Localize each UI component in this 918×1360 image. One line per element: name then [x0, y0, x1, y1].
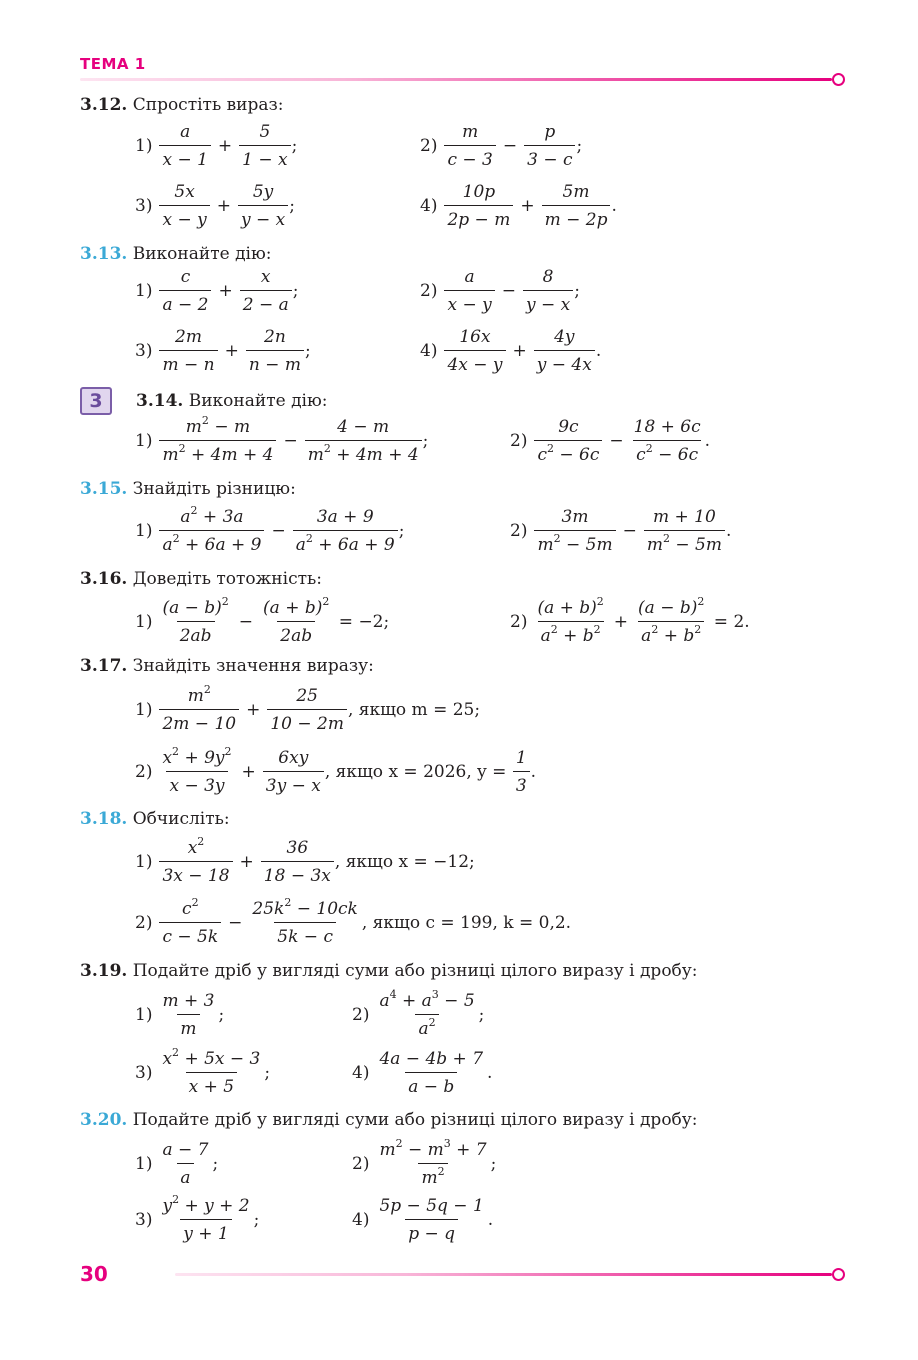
item-text: ;	[291, 136, 298, 156]
fraction-numerator: 5x	[174, 182, 195, 202]
item-label: 2)	[135, 913, 153, 933]
fraction-denominator: y − 4x	[534, 350, 595, 376]
exercise-instruction: Спростіть вираз:	[127, 95, 284, 115]
fraction	[240, 266, 292, 316]
item-label: 1)	[135, 431, 153, 451]
exercise-item	[135, 326, 311, 376]
item-text: ;	[212, 1154, 219, 1174]
item-text: ;	[264, 1063, 271, 1083]
fraction-numerator: m + 10	[652, 507, 716, 527]
fraction-numerator: 4y	[554, 327, 575, 347]
footer-rule	[175, 1273, 832, 1276]
exercise-item	[135, 597, 389, 647]
fraction-denominator: $m^2 + 4m + 4$	[159, 440, 276, 466]
fraction-numerator: 1	[515, 748, 527, 768]
operator: −	[238, 612, 254, 632]
item-label: 1)	[135, 612, 153, 632]
fraction-denominator: $a^2 + b^2$	[638, 621, 704, 647]
item-label: 3)	[135, 1063, 153, 1083]
item-text: .	[725, 521, 732, 541]
exercise-title	[80, 243, 272, 265]
item-text: , якщо x = 2026, y =	[324, 762, 512, 782]
fraction-numerator: 9c	[558, 417, 579, 437]
fraction	[159, 1048, 263, 1098]
exercise-number: 3.18.	[80, 809, 128, 829]
item-text: .	[704, 431, 711, 451]
fraction-numerator: 10p	[462, 182, 496, 202]
item-label: 2)	[510, 431, 528, 451]
operator: +	[218, 281, 233, 301]
exercise-item	[135, 506, 404, 556]
fraction-numerator: 3a + 9	[316, 507, 374, 527]
fraction-denominator: a − b	[405, 1072, 457, 1098]
operator: +	[224, 341, 239, 361]
fraction	[523, 266, 573, 316]
fraction-denominator: $a^2 + 6a + 9$	[293, 530, 398, 556]
fraction-denominator: 2m − 10	[159, 709, 239, 735]
fraction-numerator: $x^2 + 9y^2$	[162, 745, 232, 768]
item-text: .	[487, 1063, 493, 1083]
exercise-number: 3.17.	[80, 656, 128, 676]
exercise-item	[352, 1048, 492, 1098]
fraction	[542, 181, 611, 231]
fraction	[376, 990, 477, 1040]
exercise-title	[136, 390, 328, 412]
fraction	[305, 416, 422, 466]
fraction-numerator: m	[462, 122, 479, 142]
item-text: , якщо x = −12;	[334, 852, 475, 872]
fraction-numerator: 4a − 4b + 7	[379, 1049, 484, 1069]
item-text: ;	[304, 341, 311, 361]
item-text: ;	[218, 1005, 225, 1025]
exercise-number: 3.20.	[80, 1110, 128, 1130]
exercise-instruction: Виконайте дію:	[127, 244, 272, 264]
operator: +	[246, 700, 261, 720]
operator: +	[613, 612, 629, 632]
header-rule-end-circle	[832, 73, 845, 86]
exercise-item	[135, 990, 224, 1040]
footer-rule-end-circle	[832, 1268, 845, 1281]
exercise-item	[135, 121, 297, 171]
fraction	[376, 1139, 489, 1189]
page-number: 30	[80, 1262, 108, 1286]
fraction	[444, 121, 495, 171]
exercise-item	[420, 266, 580, 316]
fraction-numerator: 16x	[459, 327, 491, 347]
item-label: 1)	[135, 852, 153, 872]
item-label: 1)	[135, 1154, 153, 1174]
fraction-denominator: 3y − x	[263, 771, 324, 797]
fraction	[513, 747, 530, 797]
item-text: .	[530, 762, 537, 782]
item-label: 2)	[352, 1154, 370, 1174]
item-text: = 2.	[708, 612, 750, 632]
fraction-numerator: $x^2$	[187, 835, 205, 858]
fraction	[159, 685, 239, 735]
fraction-numerator: $(a + b)^2$	[263, 595, 330, 618]
exercise-instruction: Знайдіть значення виразу:	[127, 656, 374, 676]
fraction-numerator: $y^2 + y + 2$	[162, 1193, 250, 1216]
fraction	[159, 990, 217, 1040]
fraction-denominator: 3x − 18	[159, 861, 232, 887]
fraction	[159, 416, 276, 466]
fraction-denominator: 2ab	[177, 621, 215, 647]
exercise-item	[352, 1195, 493, 1245]
fraction-denominator: c − 3	[444, 145, 495, 171]
item-label: 1)	[135, 136, 153, 156]
fraction-numerator: m + 3	[162, 991, 215, 1011]
fraction-numerator: $m^2$	[187, 683, 211, 706]
fraction-numerator: a − 7	[162, 1140, 209, 1160]
item-text: ;	[422, 431, 429, 451]
fraction-numerator: 5m	[562, 182, 590, 202]
exercise-item	[510, 506, 731, 556]
item-text: ;	[289, 196, 295, 216]
fraction	[263, 747, 324, 797]
fraction-denominator: a − 2	[159, 290, 211, 316]
fraction	[260, 597, 332, 647]
item-label: 3)	[135, 196, 153, 216]
item-text: ;	[292, 281, 299, 301]
fraction-denominator: $c^2 - 6c$	[534, 440, 602, 466]
exercise-item	[510, 597, 750, 647]
fraction	[159, 837, 232, 887]
difficulty-level-badge: 3	[80, 387, 112, 415]
exercise-item	[135, 416, 428, 466]
fraction-denominator: m − 2p	[542, 205, 611, 231]
operator: +	[217, 136, 233, 156]
fraction	[293, 506, 398, 556]
fraction	[635, 597, 707, 647]
operator: −	[228, 913, 243, 933]
exercise-item	[352, 1139, 496, 1189]
fraction-numerator: a	[180, 122, 191, 142]
fraction-denominator: m	[177, 1014, 199, 1040]
exercise-number: 3.13.	[80, 244, 128, 264]
operator: −	[271, 521, 286, 541]
item-label: 2)	[420, 281, 438, 301]
operator: +	[512, 341, 527, 361]
fraction	[159, 747, 234, 797]
fraction	[267, 685, 347, 735]
item-text: .	[611, 196, 617, 216]
exercise-item	[135, 1048, 270, 1098]
fraction-numerator: 2m	[175, 327, 202, 347]
exercise-title	[80, 478, 296, 500]
item-text: , якщо m = 25;	[347, 700, 481, 720]
fraction	[534, 597, 606, 647]
item-label: 4)	[420, 341, 438, 361]
fraction-denominator: $a^2$	[415, 1014, 438, 1040]
exercise-number: 3.19.	[80, 961, 128, 981]
item-label: 2)	[510, 521, 528, 541]
fraction	[534, 506, 615, 556]
fraction	[644, 506, 725, 556]
exercise-item	[420, 326, 601, 376]
exercise-item	[135, 181, 295, 231]
operator: +	[216, 196, 231, 216]
exercise-number: 3.14.	[136, 391, 184, 411]
fraction-numerator: x	[260, 267, 271, 287]
operator: −	[283, 431, 298, 451]
fraction-numerator: 4 − m	[337, 417, 390, 437]
fraction	[159, 506, 264, 556]
fraction-denominator: 4x − y	[444, 350, 505, 376]
fraction-denominator: $a^2 + 6a + 9$	[159, 530, 264, 556]
fraction-denominator: x − y	[159, 205, 209, 231]
fraction	[444, 326, 505, 376]
item-text: ;	[574, 281, 580, 301]
item-text: .	[595, 341, 602, 361]
fraction-denominator: 10 − 2m	[267, 709, 347, 735]
item-text: = −2;	[333, 612, 390, 632]
exercise-title	[80, 94, 284, 116]
exercise-item	[135, 266, 298, 316]
fraction	[534, 326, 595, 376]
exercise-instruction: Виконайте дію:	[183, 391, 328, 411]
item-label: 4)	[352, 1063, 370, 1083]
fraction-denominator: $a^2 + b^2$	[538, 621, 604, 647]
fraction-denominator: x − y	[444, 290, 494, 316]
exercise-title	[80, 808, 230, 830]
fraction-denominator: y + 1	[180, 1219, 231, 1245]
fraction-numerator: 25	[296, 686, 318, 706]
fraction-denominator: $m^2 - 5m$	[644, 530, 725, 556]
item-text: ;	[398, 521, 405, 541]
header-rule	[80, 78, 832, 81]
fraction-denominator: 2ab	[277, 621, 315, 647]
fraction-denominator: $m^2$	[418, 1163, 447, 1189]
fraction-denominator: $m^2 + 4m + 4$	[305, 440, 422, 466]
fraction-numerator: 36	[286, 838, 309, 858]
fraction-numerator: 5p − 5q − 1	[379, 1196, 484, 1216]
fraction-denominator: c − 5k	[159, 922, 221, 948]
fraction-denominator: x − 1	[159, 145, 210, 171]
operator: +	[239, 852, 254, 872]
item-label: 1)	[135, 700, 153, 720]
item-text: ;	[253, 1210, 260, 1230]
exercise-title	[80, 568, 322, 590]
exercise-item	[135, 685, 480, 735]
item-label: 1)	[135, 1005, 153, 1025]
item-text: ;	[478, 1005, 485, 1025]
fraction-denominator: m − n	[159, 350, 217, 376]
topic-label: ТЕМА 1	[80, 55, 146, 73]
exercise-item	[352, 990, 484, 1040]
fraction-numerator: 8	[542, 267, 554, 287]
fraction	[631, 416, 704, 466]
fraction-denominator: p − q	[405, 1219, 458, 1245]
operator: +	[520, 196, 535, 216]
fraction	[524, 121, 575, 171]
exercise-item	[420, 181, 617, 231]
fraction	[239, 121, 290, 171]
fraction	[534, 416, 602, 466]
exercise-title	[80, 655, 374, 677]
exercise-item	[135, 898, 571, 948]
item-label: 2)	[510, 612, 528, 632]
operator: −	[502, 136, 518, 156]
fraction-numerator: 3m	[561, 507, 589, 527]
fraction	[159, 121, 210, 171]
item-label: 2)	[420, 136, 438, 156]
item-text: , якщо c = 199, k = 0,2.	[361, 913, 572, 933]
exercise-number: 3.15.	[80, 479, 128, 499]
item-text: ;	[576, 136, 583, 156]
exercise-title	[80, 960, 698, 982]
exercise-item	[420, 121, 582, 171]
fraction-denominator: y − x	[238, 205, 288, 231]
fraction-numerator: 5y	[252, 182, 274, 202]
fraction-numerator: $m^2 - m^3 + 7$	[379, 1137, 487, 1160]
fraction-numerator: $a^2 + 3a$	[180, 504, 244, 527]
fraction-denominator: 2 − a	[240, 290, 292, 316]
fraction-denominator: $c^2 - 6c$	[633, 440, 701, 466]
fraction	[159, 597, 231, 647]
item-label: 1)	[135, 281, 153, 301]
fraction-denominator: 1 − x	[239, 145, 290, 171]
item-label: 3)	[135, 1210, 153, 1230]
fraction-denominator: 18 − 3x	[261, 861, 334, 887]
fraction-numerator: $x^2 + 5x - 3$	[162, 1046, 261, 1069]
operator: +	[241, 762, 256, 782]
fraction-numerator: $c^2$	[182, 896, 199, 919]
exercise-item	[135, 837, 475, 887]
fraction-denominator: n − m	[246, 350, 304, 376]
fraction-denominator: 3	[513, 771, 530, 797]
item-label: 4)	[420, 196, 438, 216]
fraction	[444, 181, 513, 231]
fraction-denominator: 3 − c	[524, 145, 575, 171]
fraction-numerator: $25k^2 - 10ck$	[252, 896, 358, 919]
exercise-title	[80, 1109, 698, 1131]
fraction	[238, 181, 288, 231]
operator: −	[622, 521, 637, 541]
item-label: 2)	[135, 762, 153, 782]
operator: −	[501, 281, 516, 301]
fraction	[261, 837, 334, 887]
item-text: ;	[490, 1154, 497, 1174]
fraction-denominator: 5k − c	[274, 922, 336, 948]
exercise-number: 3.12.	[80, 95, 128, 115]
fraction-numerator: 5	[259, 122, 271, 142]
fraction-numerator: $m^2 - m$	[185, 414, 251, 437]
fraction	[246, 326, 304, 376]
exercise-number: 3.16.	[80, 569, 128, 589]
exercise-instruction: Знайдіть різницю:	[127, 479, 296, 499]
item-text: .	[487, 1210, 494, 1230]
exercise-instruction: Подайте дріб у вигляді суми або різниці цілого виразу і дробу:	[127, 961, 698, 981]
fraction	[376, 1195, 486, 1245]
fraction	[159, 326, 217, 376]
fraction-numerator: $(a + b)^2$	[537, 595, 604, 618]
fraction	[159, 1139, 211, 1189]
exercise-item	[510, 416, 710, 466]
item-label: 1)	[135, 521, 153, 541]
operator: −	[609, 431, 624, 451]
fraction-numerator: a	[464, 267, 475, 287]
fraction-denominator: $m^2 - 5m$	[534, 530, 615, 556]
item-label: 3)	[135, 341, 153, 361]
item-label: 4)	[352, 1210, 370, 1230]
fraction-denominator: x + 5	[186, 1072, 237, 1098]
fraction-numerator: p	[544, 122, 556, 142]
exercise-item	[135, 747, 536, 797]
fraction	[159, 266, 211, 316]
fraction-numerator: $(a - b)^2$	[162, 595, 229, 618]
fraction	[159, 1195, 252, 1245]
fraction	[444, 266, 494, 316]
item-label: 2)	[352, 1005, 370, 1025]
fraction	[159, 898, 221, 948]
fraction-numerator: c	[180, 267, 191, 287]
fraction-denominator: x − 3y	[166, 771, 227, 797]
fraction-numerator: 6xy	[278, 748, 309, 768]
fraction	[249, 898, 360, 948]
fraction	[159, 181, 209, 231]
exercise-instruction: Подайте дріб у вигляді суми або різниці цілого виразу і дробу:	[127, 1110, 698, 1130]
fraction-numerator: 2n	[264, 327, 286, 347]
fraction-denominator: a	[177, 1163, 193, 1189]
fraction	[376, 1048, 486, 1098]
exercise-instruction: Обчисліть:	[127, 809, 230, 829]
exercise-instruction: Доведіть тотожність:	[127, 569, 322, 589]
exercise-item	[135, 1139, 218, 1189]
fraction-numerator: 18 + 6c	[633, 417, 701, 437]
exercise-item	[135, 1195, 259, 1245]
fraction-denominator: y − x	[523, 290, 573, 316]
fraction-numerator: $(a - b)^2$	[638, 595, 705, 618]
fraction-numerator: $a^4 + a^3 - 5$	[379, 988, 475, 1011]
fraction-denominator: 2p − m	[444, 205, 513, 231]
